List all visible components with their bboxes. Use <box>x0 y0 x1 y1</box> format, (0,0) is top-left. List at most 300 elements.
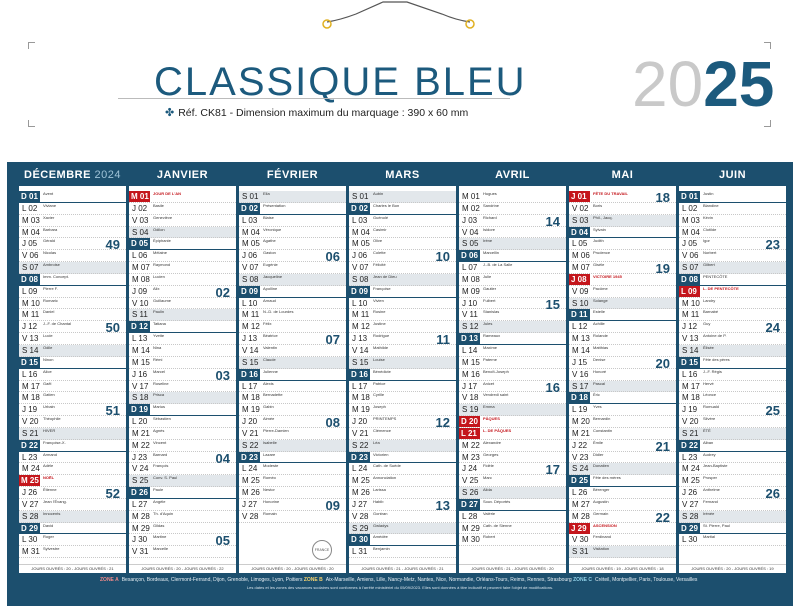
day-label: D 22 <box>679 440 700 451</box>
day-label: V 28 <box>242 511 259 521</box>
day-row <box>19 452 126 464</box>
day-row <box>569 369 676 381</box>
week-number: 06 <box>325 249 340 265</box>
day-label: V 10 <box>132 298 149 308</box>
week-number: 19 <box>655 261 670 277</box>
day-row <box>19 546 126 558</box>
clover-icon: ✤ <box>165 107 175 119</box>
saint-name: Denise <box>593 356 606 362</box>
saint-name: Françoise-X. <box>43 439 66 445</box>
day-label: S 22 <box>352 440 369 450</box>
saint-name: Habib <box>373 498 384 504</box>
day-label: S 21 <box>682 428 699 438</box>
day-label: M 30 <box>462 535 480 545</box>
day-label: S 11 <box>132 310 148 320</box>
saint-name: Estelle <box>593 309 606 315</box>
day-label: J 08 <box>569 274 590 285</box>
saint-name: Armand <box>43 451 58 457</box>
saint-name: Gildas <box>153 522 165 528</box>
day-label: V 02 <box>572 203 589 213</box>
day-label: L 14 <box>462 345 478 355</box>
saint-name: Gaston <box>263 250 276 256</box>
day-label: D 29 <box>679 523 700 534</box>
day-label: D 11 <box>569 309 590 320</box>
day-label: L 07 <box>462 263 478 273</box>
day-row <box>239 262 346 274</box>
month-name: MARS <box>349 164 456 186</box>
day-label: L 26 <box>572 488 588 498</box>
day-label: V 21 <box>242 428 259 438</box>
month-column <box>239 168 346 573</box>
day-label: S 12 <box>462 322 479 332</box>
saint-name: Marius <box>153 404 166 410</box>
saint-name: Achille <box>593 321 605 327</box>
day-label: V 14 <box>242 345 259 355</box>
saint-name: Barnabé <box>703 309 719 315</box>
saint-name: Lucie <box>43 333 53 339</box>
day-label: J 30 <box>132 535 148 545</box>
saint-name: Prosper <box>703 475 718 481</box>
day-list <box>19 191 126 558</box>
day-label: D 13 <box>459 333 480 344</box>
day-row <box>19 262 126 274</box>
day-label: M 11 <box>352 310 370 320</box>
day-row <box>19 357 126 369</box>
saint-name: Vivien <box>373 297 384 303</box>
day-label: V 20 <box>22 417 39 427</box>
day-label: M 04 <box>352 227 370 237</box>
saint-name: Alexandre <box>483 439 502 445</box>
saint-name: J.-F. Régis <box>703 368 722 374</box>
day-row <box>19 203 126 215</box>
day-row <box>569 238 676 250</box>
saint-name: Bernadette <box>263 392 283 398</box>
day-label: J 15 <box>572 357 588 367</box>
day-row <box>459 523 566 535</box>
saint-name: Françoise <box>373 285 391 291</box>
week-number: 04 <box>215 450 230 466</box>
saint-name: Apolline <box>263 285 278 291</box>
day-label: S 14 <box>682 345 699 355</box>
saint-name: Odile <box>43 344 53 350</box>
saint-name: Gontran <box>373 510 388 516</box>
saint-name: Xavier <box>43 214 55 220</box>
saint-name: Alban <box>703 439 714 445</box>
saint-name: Isidore <box>483 226 496 232</box>
day-label: M 11 <box>242 310 260 320</box>
day-label: M 17 <box>22 381 40 391</box>
day-row <box>349 274 456 286</box>
saint-name: Jean-Baptiste <box>703 463 728 469</box>
day-label: L 20 <box>132 417 148 427</box>
day-label: D 29 <box>19 523 40 534</box>
saint-name: Igor <box>703 238 710 244</box>
day-label: L 19 <box>572 405 588 415</box>
day-label: L 02 <box>682 203 698 213</box>
saint-name: Roger <box>43 534 54 540</box>
day-label: L 17 <box>242 381 258 391</box>
year-suffix: 25 <box>703 48 775 120</box>
day-row <box>569 321 676 333</box>
saint-name: JOUR DE L'AN <box>153 191 182 196</box>
day-label: D 18 <box>569 392 590 403</box>
saint-name: Ninon <box>43 356 54 362</box>
day-label: V 07 <box>242 263 259 273</box>
day-label: D 30 <box>349 534 370 545</box>
day-row <box>459 428 566 440</box>
month-name: FÉVRIER <box>239 164 346 186</box>
day-row <box>459 404 566 416</box>
day-label: V 27 <box>682 499 699 509</box>
day-row <box>129 475 236 487</box>
week-number: 11 <box>436 332 450 348</box>
day-label: S 26 <box>462 488 479 498</box>
saint-name: Pacôme <box>593 285 608 291</box>
day-row <box>679 357 786 369</box>
crop-mark-mid-right <box>764 120 771 127</box>
day-row <box>569 463 676 475</box>
day-row <box>569 215 676 227</box>
saint-name: Anicet <box>483 380 495 386</box>
zone-a-cities: Besançon, Bordeaux, Clermont-Ferrand, Dijon, Grenoble, Limoges, Lyon, Poitiers <box>121 577 303 583</box>
day-row <box>129 333 236 345</box>
day-label: M 13 <box>572 334 590 344</box>
month-footer: JOURS OUVRÉS : 21 - JOURS OUVRÉS : 20 <box>459 564 566 573</box>
zone-b-label: ZONE B <box>303 577 323 583</box>
saint-name: Amédée <box>373 534 388 540</box>
saint-name: Jacqueline <box>263 273 283 279</box>
saint-name: Alix <box>153 285 160 291</box>
day-row <box>129 452 236 464</box>
day-row <box>569 440 676 452</box>
day-label: D 25 <box>569 475 590 486</box>
day-row <box>129 227 236 239</box>
saint-name: Cath. de Suède <box>373 463 401 469</box>
saint-name: Germain <box>593 510 609 516</box>
saint-name: Gisèle <box>593 262 605 268</box>
day-row <box>19 440 126 452</box>
saint-name: Martine <box>153 534 167 540</box>
day-label: M 10 <box>22 298 40 308</box>
day-row <box>129 428 236 440</box>
day-row <box>349 309 456 321</box>
saint-name: Paulin <box>153 309 165 315</box>
saint-name: N.-D. de Lourdes <box>263 309 294 315</box>
day-row <box>19 345 126 357</box>
day-row <box>569 523 676 535</box>
saint-name: Gatien <box>43 392 55 398</box>
legal-note: Les dates et les zones des vacances scolaires sont conformes à l'arrêté ministériel du 05/09/2023. Elles sont données à titre indicatif et peuvent faire l'objet de modifications. <box>246 585 554 590</box>
day-row <box>349 345 456 357</box>
day-label: M 11 <box>22 310 40 320</box>
saint-name: Sylvain <box>593 226 606 232</box>
day-label: L 31 <box>352 547 368 557</box>
saint-name: Matthias <box>593 344 609 350</box>
saint-name: ASCENSION <box>593 522 617 528</box>
saint-name: Clotilde <box>703 226 717 232</box>
day-row <box>569 191 676 203</box>
saint-name: Victorien <box>373 451 389 457</box>
week-number: 14 <box>545 213 560 229</box>
saint-name: Cath. de Sienne <box>483 522 512 528</box>
school-zones <box>100 577 700 583</box>
day-row <box>459 191 566 203</box>
day-label: L 10 <box>242 298 258 308</box>
day-label: D 15 <box>19 357 40 368</box>
saint-name: Fidèle <box>483 463 494 469</box>
saint-name: Guénolé <box>373 214 389 220</box>
day-label: S 14 <box>22 345 39 355</box>
day-label: J 27 <box>352 499 368 509</box>
saint-name: Vendredi saint <box>483 392 509 398</box>
day-label: J 19 <box>22 405 38 415</box>
saint-name: Solange <box>593 297 608 303</box>
day-row <box>569 416 676 428</box>
day-row <box>239 309 346 321</box>
day-row <box>239 345 346 357</box>
saint-name: Jean l'Évang. <box>43 498 67 504</box>
saint-name: Hervé <box>703 380 714 386</box>
day-label: M 02 <box>462 203 480 213</box>
day-label: J 22 <box>572 440 588 450</box>
day-label: J 20 <box>242 417 258 427</box>
day-row <box>129 203 236 215</box>
saint-name: Gabin <box>263 404 274 410</box>
day-label: S 07 <box>22 263 39 273</box>
day-row <box>19 369 126 381</box>
saint-name: Eugénie <box>263 262 278 268</box>
day-label: S 17 <box>572 381 589 391</box>
day-label: J 03 <box>462 215 478 225</box>
day-label: V 28 <box>352 511 369 521</box>
saint-name: Bernardin <box>593 416 611 422</box>
day-row <box>129 404 236 416</box>
day-label: S 28 <box>682 511 699 521</box>
day-row <box>129 487 236 499</box>
saint-name: Benjamin <box>373 546 390 552</box>
day-label: M 11 <box>682 310 700 320</box>
saint-name: Romain <box>263 510 277 516</box>
day-label: D 06 <box>459 250 480 261</box>
saint-name: ÉTÉ <box>703 427 711 433</box>
day-row <box>569 392 676 404</box>
saint-name: Daniel <box>43 309 55 315</box>
day-label: S 15 <box>352 357 369 367</box>
day-label: M 29 <box>132 523 150 533</box>
day-row <box>349 369 456 381</box>
day-label: V 24 <box>132 464 149 474</box>
saint-name: PRINTEMPS <box>373 416 397 422</box>
day-label: M 22 <box>462 440 480 450</box>
day-label: J 16 <box>132 369 148 379</box>
saint-name: Valentin <box>263 344 278 350</box>
day-row <box>569 487 676 499</box>
day-list <box>459 191 566 546</box>
day-row <box>459 345 566 357</box>
saint-name: Rolande <box>593 333 608 339</box>
day-label: J 06 <box>352 251 368 261</box>
day-row <box>129 392 236 404</box>
day-label: D 12 <box>129 321 150 332</box>
saint-name: Émile <box>593 439 604 445</box>
saint-name: Béatrice <box>263 333 278 339</box>
day-label: V 21 <box>352 428 369 438</box>
day-row <box>129 215 236 227</box>
day-row <box>569 357 676 369</box>
saint-name: Augustin <box>593 498 609 504</box>
day-label: D 09 <box>239 286 260 297</box>
day-row <box>19 381 126 393</box>
day-row <box>679 428 786 440</box>
day-label: S 21 <box>22 428 39 438</box>
saint-name: Fulbert <box>483 297 496 303</box>
day-label: M 18 <box>352 393 370 403</box>
day-label: S 31 <box>572 547 589 557</box>
month-name: JUIN <box>679 164 786 186</box>
day-row <box>569 298 676 310</box>
saint-name: NOËL <box>43 475 55 481</box>
week-number: 17 <box>545 462 560 478</box>
saint-name: Mathilde <box>373 344 389 350</box>
day-row <box>569 203 676 215</box>
saint-name: Valérie <box>483 510 496 516</box>
day-row <box>459 499 566 511</box>
saint-name: Véronique <box>263 226 282 232</box>
day-label: V 20 <box>682 417 699 427</box>
day-label: D 08 <box>19 274 40 285</box>
day-label: V 06 <box>22 251 39 261</box>
day-label: D 01 <box>19 191 40 202</box>
day-list <box>129 191 236 558</box>
day-row <box>239 274 346 286</box>
saint-name: Marcel <box>153 368 166 374</box>
saint-name: Patrice <box>373 380 386 386</box>
day-row <box>349 475 456 487</box>
saint-name: Présentation <box>263 202 286 208</box>
day-row <box>129 463 236 475</box>
day-row <box>19 511 126 523</box>
day-row <box>129 238 236 250</box>
day-label: M 26 <box>352 488 370 498</box>
saint-name: Conv. S. Paul <box>153 475 178 481</box>
saint-name: Élisée <box>703 344 714 350</box>
saint-name: Prudence <box>593 250 611 256</box>
saint-name: Stanislas <box>483 309 500 315</box>
saint-name: Th. d'Aquin <box>153 510 174 516</box>
saint-name: Angèle <box>153 498 166 504</box>
day-row <box>129 369 236 381</box>
saint-name: Odilon <box>153 226 165 232</box>
saint-name: François <box>153 463 169 469</box>
saint-name: Larissa <box>373 487 386 493</box>
week-number: 15 <box>545 296 560 312</box>
day-label: V 03 <box>132 215 149 225</box>
month-column <box>349 168 456 573</box>
saint-name: Rémi <box>153 356 163 362</box>
day-label: M 15 <box>462 357 480 367</box>
day-label: D 22 <box>19 440 40 451</box>
zone-c-label: ZONE C <box>573 577 592 583</box>
day-row <box>239 452 346 464</box>
saint-name: Roseline <box>153 380 169 386</box>
day-row <box>459 309 566 321</box>
day-label: L 10 <box>352 298 368 308</box>
month-column <box>459 168 566 573</box>
zone-b-cities: Aix-Marseille, Amiens, Lille, Nancy-Metz, Nantes, Nice, Normandie, Orléans-Tours, Reims, Rennes, Strasbourg <box>325 577 572 583</box>
saint-name: Léa <box>373 439 380 445</box>
saint-name: Clémence <box>373 427 392 433</box>
day-label: L 12 <box>572 322 588 332</box>
saint-name: Silvère <box>703 416 716 422</box>
zone-a-label: ZONE A <box>100 577 119 583</box>
day-label: M 01 <box>462 192 480 201</box>
month-footer: JOURS OUVRÉS : 19 - JOURS OUVRÉS : 18 <box>569 564 676 573</box>
saint-name: Justin <box>703 191 714 196</box>
saint-name: Emma <box>483 404 495 410</box>
month-footer: JOURS OUVRÉS : 20 - JOURS OUVRÉS : 20 <box>239 564 346 573</box>
year-label <box>632 48 775 120</box>
day-row <box>239 286 346 298</box>
day-row <box>349 523 456 535</box>
saint-name: Nicolas <box>43 250 57 256</box>
day-label: M 15 <box>132 357 150 367</box>
day-label: M 06 <box>572 251 590 261</box>
saint-name: Julienne <box>263 368 278 374</box>
day-row <box>239 499 346 511</box>
day-label: V 11 <box>462 310 478 320</box>
day-label: J 06 <box>242 251 258 261</box>
saint-name: Yves <box>593 404 602 410</box>
day-label: V 13 <box>22 334 39 344</box>
day-label: V 25 <box>462 476 479 486</box>
day-label: S 18 <box>132 393 149 403</box>
day-row <box>349 227 456 239</box>
day-label: V 06 <box>682 251 699 261</box>
saint-name: Guy <box>703 321 711 327</box>
saint-name: Adèle <box>43 463 54 469</box>
title-divider <box>118 98 510 99</box>
day-label: D 02 <box>239 203 260 214</box>
saint-name: Honorine <box>263 498 280 504</box>
saint-name: Vincent <box>153 439 167 445</box>
saint-name: PENTECÔTE <box>703 273 728 279</box>
day-row <box>129 381 236 393</box>
day-label: M 24 <box>682 464 700 474</box>
day-row <box>459 274 566 286</box>
saint-name: Gautier <box>483 285 497 291</box>
week-number: 52 <box>105 486 120 502</box>
day-row <box>129 298 236 310</box>
day-label: M 28 <box>572 511 590 521</box>
day-row <box>349 357 456 369</box>
day-label: M 18 <box>242 393 260 403</box>
saint-name: Romuald <box>703 404 720 410</box>
saint-name: Charles le Bon <box>373 202 400 208</box>
saint-name: Casimir <box>373 226 387 232</box>
day-row <box>349 534 456 546</box>
day-row <box>349 452 456 464</box>
day-label: V 09 <box>572 286 589 296</box>
day-row <box>459 227 566 239</box>
saint-name: Fernand <box>703 498 718 504</box>
day-row <box>459 250 566 262</box>
day-row <box>19 428 126 440</box>
saint-name: Agathe <box>263 238 276 244</box>
day-row <box>129 250 236 262</box>
day-list <box>569 191 676 558</box>
day-label: S 05 <box>462 239 479 249</box>
day-row <box>129 499 236 511</box>
